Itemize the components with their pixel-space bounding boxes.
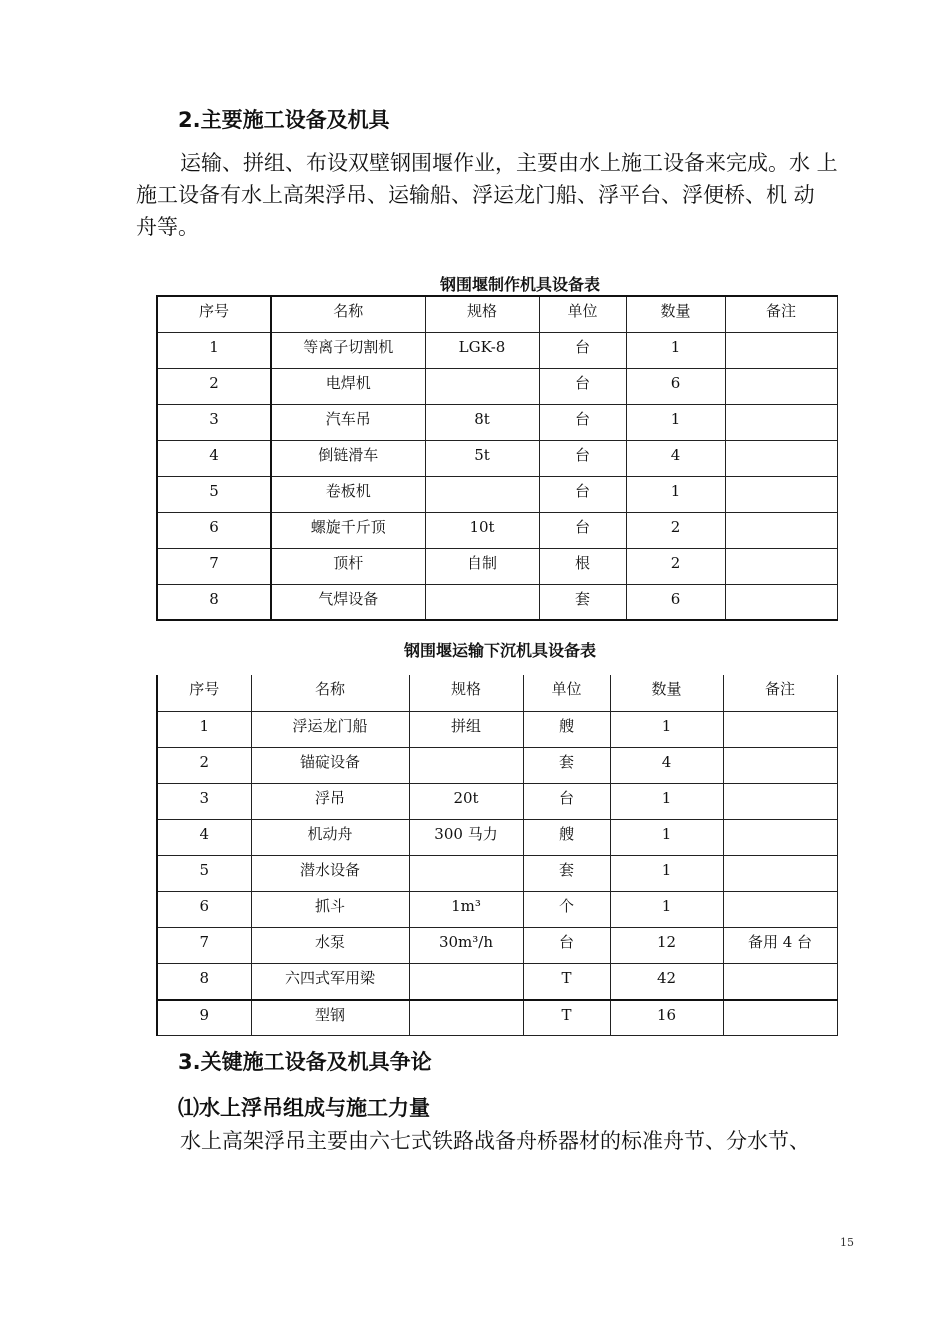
section-3-paragraph-line-1: 水上高架浮吊主要由六七式铁路战备舟桥器材的标准舟节、分水节、 [180, 1129, 810, 1153]
table-cell: 锚碇设备 [251, 747, 409, 783]
table-cell: 2 [626, 512, 725, 548]
table-cell: 1 [157, 711, 251, 747]
table-row [157, 963, 837, 1000]
table-cell [425, 584, 539, 620]
table-header-cell: 数量 [610, 675, 723, 711]
table-cell [725, 332, 837, 368]
table-cell: 2 [626, 548, 725, 584]
table-header-cell: 规格 [425, 296, 539, 332]
table-cell: 4 [610, 747, 723, 783]
table-row [157, 512, 837, 548]
table-cell: 等离子切割机 [271, 332, 425, 368]
table-header-cell: 名称 [251, 675, 409, 711]
table-cell: 套 [523, 855, 610, 891]
table-cell: 汽车吊 [271, 404, 425, 440]
table-cell: 1 [610, 855, 723, 891]
table-cell: 8 [157, 963, 251, 1000]
table-cell: 电焊机 [271, 368, 425, 404]
table-cell [723, 963, 837, 1000]
table-cell [725, 548, 837, 584]
table-cell: 拼组 [409, 711, 523, 747]
table-cell: LGK-8 [425, 332, 539, 368]
table-cell: 卷板机 [271, 476, 425, 512]
table-row [157, 368, 837, 404]
table-cell: 4 [157, 440, 271, 476]
table-cell: 台 [539, 332, 626, 368]
table-row [157, 783, 837, 819]
table-cell: 8 [157, 584, 271, 620]
table-cell [425, 476, 539, 512]
table-cell: 9 [157, 1000, 251, 1036]
table-cell: 螺旋千斤顶 [271, 512, 425, 548]
table-cell: 4 [157, 819, 251, 855]
table-header-row [157, 675, 837, 711]
table-header-cell: 备注 [723, 675, 837, 711]
table-cell: 1 [610, 819, 723, 855]
table-cell [723, 819, 837, 855]
table-cell: 6 [626, 368, 725, 404]
table-header-row [157, 296, 837, 332]
table-cell: 5 [157, 476, 271, 512]
table-cell: 1 [610, 783, 723, 819]
section-2-paragraph-line-2: 施工设备有水上高架浮吊、运输船、浮运龙门船、浮平台、浮便桥、机 动 [136, 183, 815, 207]
table-cell [723, 1000, 837, 1036]
table-header-cell: 名称 [271, 296, 425, 332]
table-cell: 4 [626, 440, 725, 476]
section-2-paragraph-line-1: 运输、拼组、布设双壁钢围堰作业，主要由水上施工设备来完成。水 上 [180, 151, 838, 175]
table-cell: 1 [626, 404, 725, 440]
table-cell: 气焊设备 [271, 584, 425, 620]
table-cell: 台 [523, 783, 610, 819]
table-cell: 型钢 [251, 1000, 409, 1036]
table-cell: 42 [610, 963, 723, 1000]
table-cell [425, 368, 539, 404]
table-cell [725, 368, 837, 404]
table-cell [409, 1000, 523, 1036]
table-cell: 2 [157, 368, 271, 404]
section-2-paragraph-line-3: 舟等。 [136, 215, 199, 239]
table-cell: 1m³ [409, 891, 523, 927]
table-cell: 艘 [523, 711, 610, 747]
table-cell: 3 [157, 404, 271, 440]
table-row [157, 711, 837, 747]
table-cell: T [523, 1000, 610, 1036]
table-row [157, 891, 837, 927]
table-row [157, 819, 837, 855]
table-cell: 20t [409, 783, 523, 819]
table-cell: 套 [523, 747, 610, 783]
table-cell: 根 [539, 548, 626, 584]
table-header-cell: 规格 [409, 675, 523, 711]
table-cell: 1 [610, 711, 723, 747]
table-cell: 台 [539, 476, 626, 512]
table-cell: 自制 [425, 548, 539, 584]
table-cell: 6 [626, 584, 725, 620]
table-cell [723, 891, 837, 927]
table-cell [409, 855, 523, 891]
table-cell: 浮运龙门船 [251, 711, 409, 747]
table-cell: 12 [610, 927, 723, 963]
table-cell [723, 747, 837, 783]
table-cell: 抓斗 [251, 891, 409, 927]
table-cell: 8t [425, 404, 539, 440]
table-header-cell: 单位 [523, 675, 610, 711]
table-cell: 300 马力 [409, 819, 523, 855]
table-row [157, 476, 837, 512]
table-cell: 台 [523, 927, 610, 963]
table-cell: 台 [539, 404, 626, 440]
page-number: 15 [840, 1236, 854, 1249]
table-cell: 个 [523, 891, 610, 927]
table-cell: 潜水设备 [251, 855, 409, 891]
table-cell [725, 440, 837, 476]
table-cell: 10t [425, 512, 539, 548]
table-cell: 备用 4 台 [723, 927, 837, 963]
table-cell: 5t [425, 440, 539, 476]
table-row [157, 855, 837, 891]
table-cell [725, 476, 837, 512]
table-cell: 浮吊 [251, 783, 409, 819]
table-cell: 六四式军用梁 [251, 963, 409, 1000]
table-1-caption: 钢围堰制作机具设备表 [439, 275, 600, 294]
table-row [157, 440, 837, 476]
table-cell: 1 [610, 891, 723, 927]
table-header-cell: 序号 [157, 675, 251, 711]
equipment-table-fabrication [156, 295, 838, 621]
table-row [157, 332, 837, 368]
table-cell [723, 855, 837, 891]
table-cell: 套 [539, 584, 626, 620]
table-cell: 艘 [523, 819, 610, 855]
table-cell: 7 [157, 927, 251, 963]
table-cell: 6 [157, 891, 251, 927]
table-cell: 1 [157, 332, 271, 368]
table-cell: 1 [626, 476, 725, 512]
table-cell [725, 404, 837, 440]
table-row [157, 747, 837, 783]
equipment-table-transport [156, 675, 838, 1036]
table-cell: 7 [157, 548, 271, 584]
table-row [157, 927, 837, 963]
table-2-caption: 钢围堰运输下沉机具设备表 [403, 641, 596, 660]
table-cell: 5 [157, 855, 251, 891]
table-row [157, 548, 837, 584]
table-header-cell: 序号 [157, 296, 271, 332]
table-header-cell: 备注 [725, 296, 837, 332]
table-cell: T [523, 963, 610, 1000]
table-row [157, 404, 837, 440]
table-cell [723, 783, 837, 819]
table-cell: 台 [539, 440, 626, 476]
table-cell: 台 [539, 368, 626, 404]
section-3-subheading: ⑴水上浮吊组成与施工力量 [178, 1096, 430, 1120]
table-cell [725, 512, 837, 548]
table-cell [723, 711, 837, 747]
table-cell: 机动舟 [251, 819, 409, 855]
table-cell: 2 [157, 747, 251, 783]
table-cell: 3 [157, 783, 251, 819]
section-3-heading: 3.关键施工设备及机具争论 [178, 1050, 432, 1074]
table-header-cell: 单位 [539, 296, 626, 332]
table-cell: 30m³/h [409, 927, 523, 963]
table-cell: 16 [610, 1000, 723, 1036]
table-cell: 6 [157, 512, 271, 548]
table-row [157, 1000, 837, 1036]
table-row [157, 584, 837, 620]
table-cell: 顶杆 [271, 548, 425, 584]
table-cell: 台 [539, 512, 626, 548]
table-cell [725, 584, 837, 620]
table-cell: 倒链滑车 [271, 440, 425, 476]
section-2-heading: 2.主要施工设备及机具 [178, 108, 390, 132]
table-header-cell: 数量 [626, 296, 725, 332]
table-cell [409, 963, 523, 1000]
table-cell: 1 [626, 332, 725, 368]
table-cell: 水泵 [251, 927, 409, 963]
table-cell [409, 747, 523, 783]
